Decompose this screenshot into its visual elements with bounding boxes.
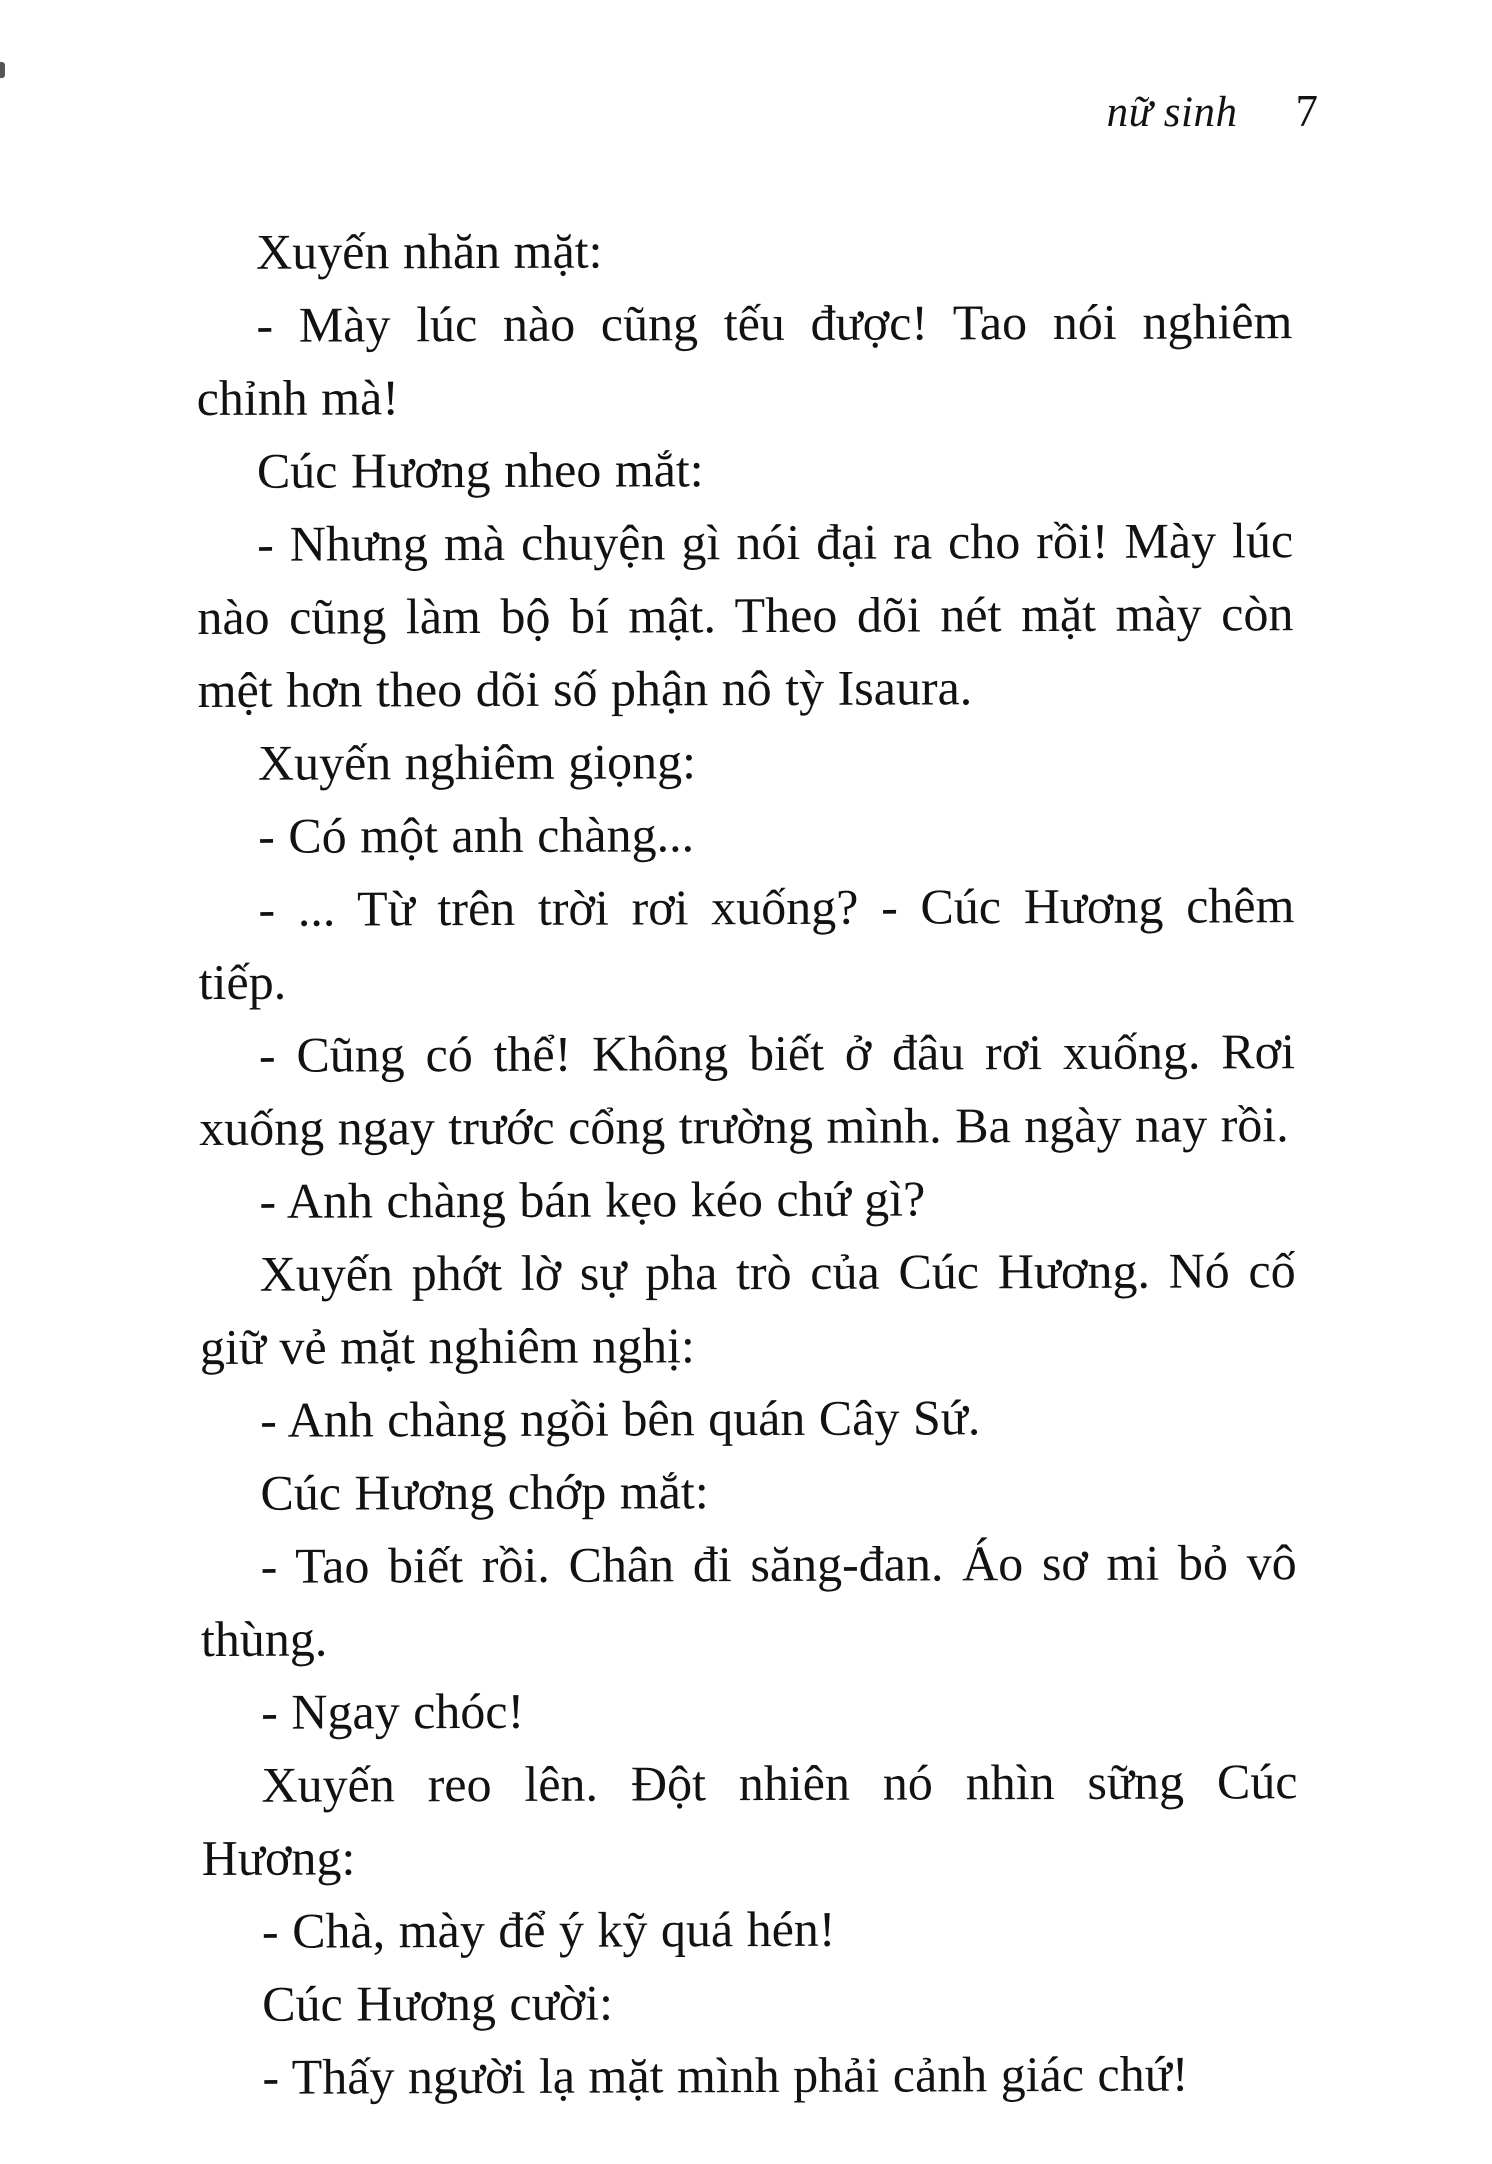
page-header xyxy=(0,88,1318,136)
paragraph: - Anh chàng ngồi bên quán Cây Sứ. xyxy=(260,1389,981,1448)
paragraph: Xuyến phớt lờ sự pha trò của Cúc Hương. Nó cố giữ vẻ mặt nghiêm nghị: xyxy=(199,1242,1296,1375)
page-number: 7 xyxy=(1295,86,1318,136)
paragraph: Cúc Hương nheo mắt: xyxy=(256,441,704,499)
paragraph: - Chà, mày để ý kỹ quá hén! xyxy=(261,1900,836,1959)
paragraph: - Anh chàng bán kẹo kéo chứ gì? xyxy=(259,1170,926,1229)
paragraph: Xuyến nghiêm giọng: xyxy=(257,733,697,791)
paragraph: - Ngay chóc! xyxy=(261,1682,525,1740)
paragraph: - Cũng có thể! Không biết ở đâu rơi xuống. Rơi xuống ngay trước cổng trường mình. Ba ngày nay rồi. xyxy=(199,1023,1296,1156)
paragraph: - ... Từ trên trời rơi xuống? - Cúc Hương chêm tiếp. xyxy=(198,877,1295,1010)
paragraph: - Thấy người lạ mặt mình phải cảnh giác chứ! xyxy=(262,2045,1189,2105)
paragraph: Xuyến nhăn mặt: xyxy=(256,222,603,280)
running-title: nữ sinh xyxy=(1106,89,1238,136)
body-text xyxy=(196,212,1299,2114)
scan-artifact xyxy=(0,62,5,78)
paragraph: Cúc Hương chớp mắt: xyxy=(260,1463,709,1521)
paragraph: - Mày lúc nào cũng tếu được! Tao nói nghiêm chỉnh mà! xyxy=(196,293,1293,426)
paragraph: Xuyến reo lên. Đột nhiên nó nhìn sững Cúc Hương: xyxy=(201,1753,1298,1886)
paragraph: Cúc Hương cười: xyxy=(262,1974,614,2032)
paragraph: - Nhưng mà chuyện gì nói đại ra cho rồi! Mày lúc nào cũng làm bộ bí mật. Theo dõi nét mặt mày còn mệt hơn theo dõi số phận nô tỳ Isaura. xyxy=(197,512,1294,718)
paragraph: - Có một anh chàng... xyxy=(258,806,695,864)
paragraph: - Tao biết rồi. Chân đi săng-đan. Áo sơ mi bỏ vô thùng. xyxy=(200,1534,1297,1667)
